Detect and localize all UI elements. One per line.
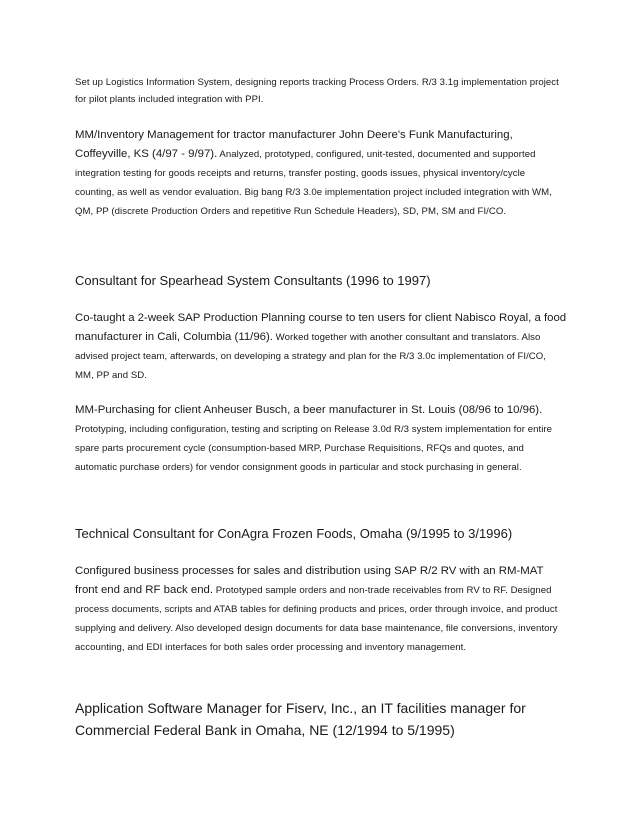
conagra-entry [75, 561, 567, 656]
nabisco-lead: Co-taught a 2-week SAP Production Planning course to ten users for client Nabisco Royal, a food manufacturer in Cali, Columbia (11/96). [75, 312, 567, 343]
anheuser-entry [75, 400, 567, 476]
deere-body: Analyzed, prototyped, configured, unit-tested, documented and supported integration testing for goods receipts and returns, transfer posting, goods issues, physical inventory/cycle counting, as well as vendor evaluation. Big bang R/3 3.0e implementation project included integration with WM, QM, PP (discrete Production Orders and repetitive Run Schedule Headers), SD, PM, SM and FI/CO. [75, 149, 552, 217]
spearhead-heading: Consultant for Spearhead System Consultants (1996 to 1997) [75, 273, 431, 288]
anheuser-body: Prototyping, including configuration, testing and scripting on Release 3.0d R/3 system implementation for entire spare parts procurement cycle (consumption-based MRP, Purchase Requisitions, RFQs and quotes, and automatic purchase orders) for vendor consignment goods in particular and stock purchasing in general. [75, 424, 553, 473]
conagra-lead: Configured business processes for sales and distribution using SAP R/2 RV with an RM-MAT front end and RF back end. [75, 565, 544, 596]
conagra-body: Prototyped sample orders and non-trade receivables from RV to RF. Designed process documents, scripts and ATAB tables for defining products and prices, order through invoice, and product supplying and delivery. Also developed design documents for data base maintenance, file conversions, inventory accounting, and EDI interfaces for both sales order processing and inventory management. [75, 585, 558, 653]
deere-lead: MM/Inventory Management for tractor manufacturer John Deere's Funk Manufacturing, Coffeyville, KS (4/97 - 9/97). [75, 129, 513, 160]
fiserv-heading: Application Software Manager for Fiserv, Inc., an IT facilities manager for Commercial Federal Bank in Omaha, NE (12/1994 to 5/1995) [75, 700, 526, 738]
conagra-heading: Technical Consultant for ConAgra Frozen Foods, Omaha (9/1995 to 3/1996) [75, 526, 513, 541]
anheuser-lead: MM-Purchasing for client Anheuser Busch, a beer manufacturer in St. Louis (08/96 to 10/96). [75, 404, 543, 416]
deere-entry [75, 125, 567, 220]
nabisco-body: Worked together with another consultant and translators. Also advised project team, afterwards, on developing a strategy and plan for the R/3 3.0c implementation of FI/CO, MM, PP and SD. [75, 332, 546, 381]
intro-paragraph: Set up Logistics Information System, designing reports tracking Process Orders. R/3 3.1g implementation project for pilot plants included integration with PPI. [75, 77, 559, 105]
nabisco-entry [75, 308, 567, 384]
